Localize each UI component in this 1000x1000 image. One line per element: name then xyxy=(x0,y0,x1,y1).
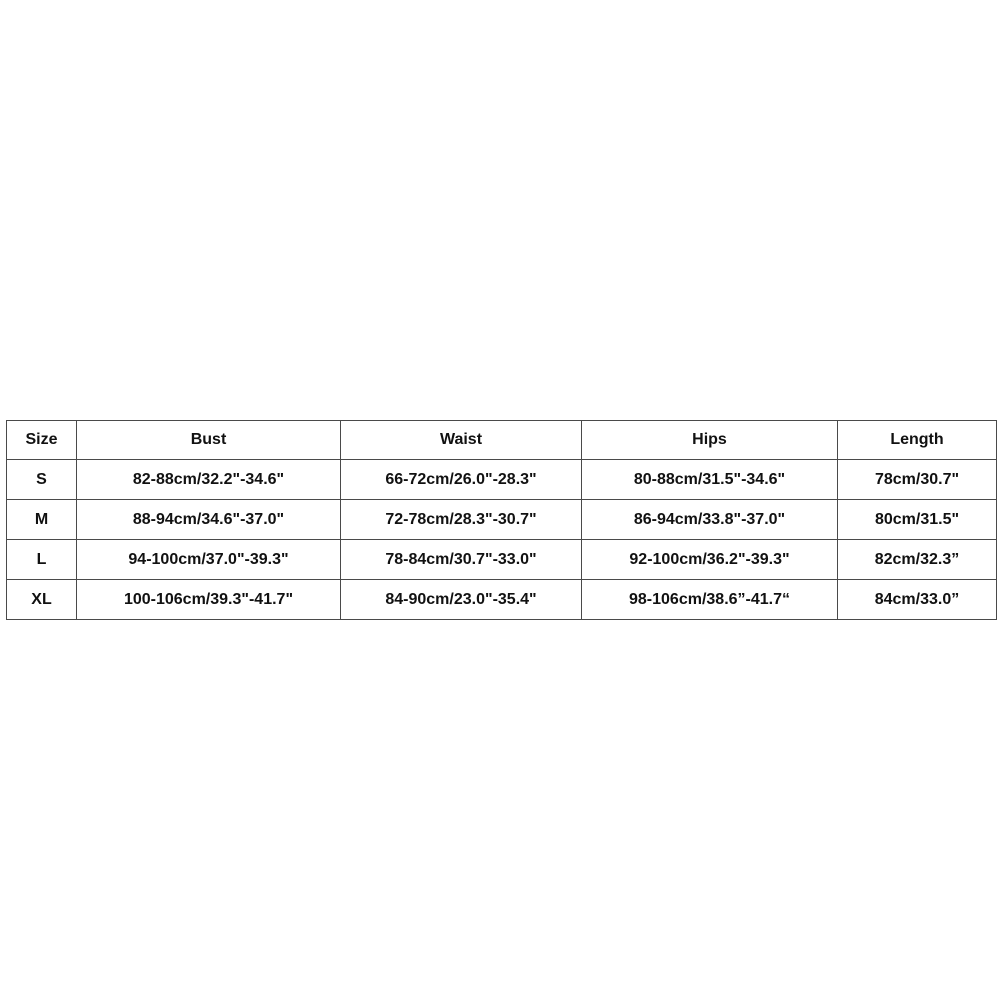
bust-cell: 100-106cm/39.3"-41.7" xyxy=(77,580,341,620)
header-waist: Waist xyxy=(341,421,582,460)
length-cell: 82cm/32.3” xyxy=(838,540,997,580)
table-row xyxy=(7,500,997,540)
hips-cell: 98-106cm/38.6”-41.7“ xyxy=(582,580,838,620)
length-cell: 80cm/31.5" xyxy=(838,500,997,540)
size-cell: L xyxy=(7,540,77,580)
hips-cell: 86-94cm/33.8"-37.0" xyxy=(582,500,838,540)
header-size: Size xyxy=(7,421,77,460)
length-cell: 78cm/30.7" xyxy=(838,460,997,500)
table-row xyxy=(7,580,997,620)
waist-cell: 66-72cm/26.0"-28.3" xyxy=(341,460,582,500)
waist-cell: 78-84cm/30.7"-33.0" xyxy=(341,540,582,580)
header-length: Length xyxy=(838,421,997,460)
bust-cell: 88-94cm/34.6"-37.0" xyxy=(77,500,341,540)
size-chart-table xyxy=(6,420,997,620)
hips-cell: 80-88cm/31.5"-34.6" xyxy=(582,460,838,500)
table-row xyxy=(7,540,997,580)
waist-cell: 72-78cm/28.3"-30.7" xyxy=(341,500,582,540)
hips-cell: 92-100cm/36.2"-39.3" xyxy=(582,540,838,580)
table-row xyxy=(7,460,997,500)
header-hips: Hips xyxy=(582,421,838,460)
header-bust: Bust xyxy=(77,421,341,460)
bust-cell: 94-100cm/37.0"-39.3" xyxy=(77,540,341,580)
bust-cell: 82-88cm/32.2"-34.6" xyxy=(77,460,341,500)
size-cell: XL xyxy=(7,580,77,620)
header-row xyxy=(7,421,997,460)
waist-cell: 84-90cm/23.0"-35.4" xyxy=(341,580,582,620)
size-cell: M xyxy=(7,500,77,540)
length-cell: 84cm/33.0” xyxy=(838,580,997,620)
size-cell: S xyxy=(7,460,77,500)
